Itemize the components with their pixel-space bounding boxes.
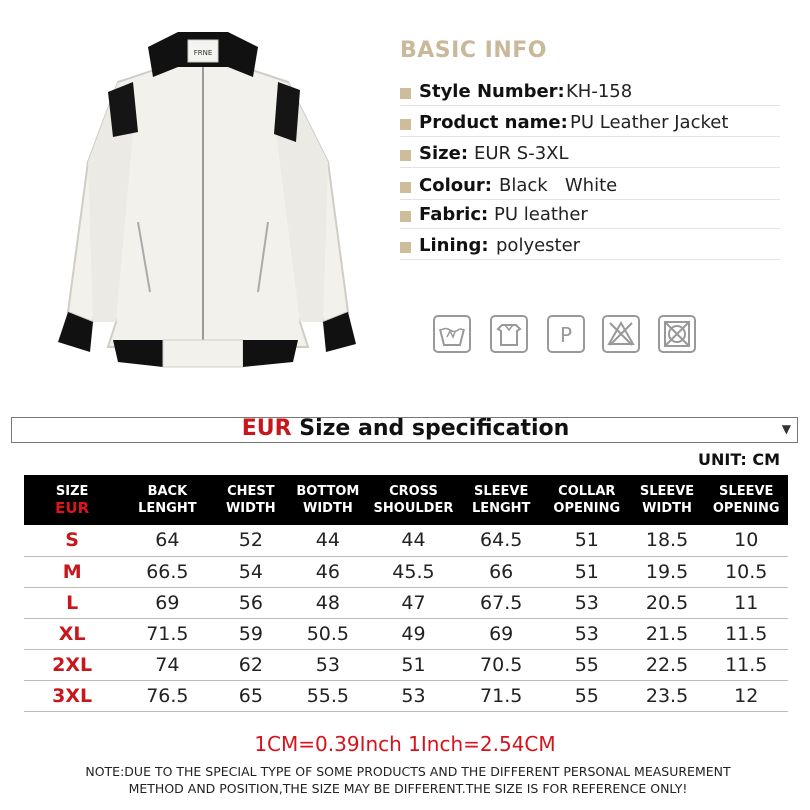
bullet-square-icon xyxy=(400,182,411,193)
info-value: PU Leather Jacket xyxy=(570,112,729,133)
header-line2: WIDTH xyxy=(303,501,353,516)
measurement-cell: 10 xyxy=(734,529,759,552)
measurement-cell: 19.5 xyxy=(645,560,689,583)
measurement-cell: 23.5 xyxy=(645,684,689,707)
measurement-cell: 55 xyxy=(574,684,599,707)
measurement-cell: 56 xyxy=(238,591,263,614)
header-line2: LENGHT xyxy=(138,501,197,516)
measurement-cell: 51 xyxy=(574,560,599,583)
measurement-cell: 49 xyxy=(401,622,426,645)
info-row-colour xyxy=(400,175,780,200)
info-label: Style Number: xyxy=(419,81,565,102)
iron-icon xyxy=(490,315,528,353)
measurement-cell: 11.5 xyxy=(725,622,768,645)
table-row xyxy=(24,618,788,649)
table-header-size xyxy=(24,475,120,525)
size-cell: 2XL xyxy=(52,653,93,676)
measurement-cell: 22.5 xyxy=(645,653,689,676)
header-size-label: SIZE xyxy=(55,484,89,499)
table-row xyxy=(24,587,788,618)
info-value: PU leather xyxy=(494,204,588,225)
table-header-collar-opening xyxy=(544,475,630,525)
measurement-cell: 66.5 xyxy=(146,560,189,583)
table-row xyxy=(24,649,788,680)
bullet-square-icon xyxy=(400,242,411,253)
measurement-cell: 65 xyxy=(238,684,263,707)
measurement-cell: 64.5 xyxy=(480,529,523,552)
header-line1: BACK xyxy=(147,484,188,499)
measurement-cell: 53 xyxy=(315,653,340,676)
header-line1: CROSS xyxy=(389,484,438,499)
measurement-cell: 51 xyxy=(574,529,599,552)
measurement-cell: 44 xyxy=(401,529,426,552)
unit-label: UNIT: CM xyxy=(697,450,780,469)
table-header-sleeve-length xyxy=(458,475,544,525)
brand-tag: FRNE xyxy=(193,49,213,57)
size-spec-title xyxy=(12,416,799,441)
table-header-sleeve-opening xyxy=(704,475,788,525)
measurement-cell: 66 xyxy=(489,560,514,583)
measurement-cell: 53 xyxy=(574,622,599,645)
measurement-cell: 74 xyxy=(155,653,180,676)
measurement-cell: 55.5 xyxy=(306,684,350,707)
measurement-cell: 55 xyxy=(574,653,599,676)
info-value: EUR S-3XL xyxy=(474,143,569,164)
measurement-cell: 70.5 xyxy=(480,653,523,676)
size-spec-dropdown[interactable] xyxy=(11,417,798,443)
info-value: Black White xyxy=(499,175,618,196)
note-line-1: NOTE:DUE TO THE SPECIAL TYPE OF SOME PRODUCTS AND THE DIFFERENT PERSONAL MEASUREMENT xyxy=(85,764,731,779)
table-header-chest-width xyxy=(214,475,287,525)
measurement-cell: 11 xyxy=(734,591,759,614)
table-row xyxy=(24,680,788,711)
unit-conversion: 1CM=0.39Inch 1Inch=2.54CM xyxy=(254,732,556,756)
size-cell: L xyxy=(66,591,79,614)
header-line1: BOTTOM xyxy=(296,484,360,499)
size-table xyxy=(24,475,788,712)
product-image xyxy=(38,22,368,382)
measurement-cell: 12 xyxy=(734,684,759,707)
note-line-2: METHOD AND POSITION,THE SIZE MAY BE DIFFERENT.THE SIZE IS FOR REFERENCE ONLY! xyxy=(128,781,688,796)
svg-text:P: P xyxy=(559,323,573,347)
measurement-cell: 69 xyxy=(155,591,180,614)
info-label: Fabric: xyxy=(419,204,489,225)
measurement-cell: 52 xyxy=(238,529,263,552)
measurement-cell: 46 xyxy=(315,560,340,583)
bullet-square-icon xyxy=(400,88,411,99)
measurement-cell: 64 xyxy=(155,529,180,552)
info-row-size xyxy=(400,143,780,168)
bullet-square-icon xyxy=(400,211,411,222)
measurement-cell: 69 xyxy=(489,622,514,645)
size-cell: 3XL xyxy=(52,684,93,707)
size-note xyxy=(28,763,788,797)
info-label: Product name: xyxy=(419,112,568,133)
header-line1: CHEST xyxy=(227,484,275,499)
chevron-down-icon[interactable]: ▼ xyxy=(781,422,791,436)
measurement-cell: 47 xyxy=(401,591,426,614)
info-label: Size: xyxy=(419,143,469,164)
header-line2: LENGHT xyxy=(471,501,531,516)
measurement-cell: 53 xyxy=(574,591,599,614)
info-value: KH-158 xyxy=(566,81,633,102)
measurement-cell: 10.5 xyxy=(725,560,768,583)
measurement-cell: 76.5 xyxy=(146,684,189,707)
measurement-cell: 20.5 xyxy=(645,591,689,614)
header-line2: WIDTH xyxy=(225,501,276,516)
no-tumble-dry-icon xyxy=(658,315,696,353)
measurement-cell: 71.5 xyxy=(146,622,189,645)
header-line2: OPENING xyxy=(712,501,780,516)
bullet-square-icon xyxy=(400,119,411,130)
measurement-cell: 67.5 xyxy=(480,591,523,614)
bullet-square-icon xyxy=(400,150,411,161)
measurement-cell: 71.5 xyxy=(480,684,523,707)
measurement-cell: 11.5 xyxy=(725,653,768,676)
info-value: polyester xyxy=(496,235,581,256)
header-line2: SHOULDER xyxy=(373,501,454,516)
no-bleach-icon xyxy=(602,315,640,353)
table-header-back-length xyxy=(120,475,214,525)
table-row xyxy=(24,556,788,587)
size-cell: M xyxy=(62,560,82,583)
measurement-cell: 18.5 xyxy=(645,529,689,552)
measurement-cell: 48 xyxy=(315,591,340,614)
measurement-cell: 21.5 xyxy=(645,622,689,645)
measurement-cell: 50.5 xyxy=(306,622,350,645)
measurement-cell: 62 xyxy=(238,653,263,676)
table-header-sleeve-width xyxy=(630,475,705,525)
table-header-row xyxy=(24,475,788,525)
header-line2: OPENING xyxy=(553,501,621,516)
header-line1: SLEEVE xyxy=(719,484,774,499)
info-label: Lining: xyxy=(419,235,489,256)
basic-info-title: BASIC INFO xyxy=(400,38,547,63)
measurement-cell: 59 xyxy=(238,622,263,645)
hand-wash-icon xyxy=(433,315,471,353)
info-row-style-number xyxy=(400,81,780,106)
measurement-cell: 44 xyxy=(315,529,340,552)
info-label: Colour: xyxy=(419,175,493,196)
size-spec-title-text: Size and specification xyxy=(299,416,570,441)
table-header-cross-shoulder xyxy=(369,475,459,525)
table-row xyxy=(24,525,788,556)
size-spec-title-eur: EUR xyxy=(241,416,292,441)
info-row-fabric xyxy=(400,204,780,229)
measurement-cell: 53 xyxy=(401,684,426,707)
header-line1: SLEEVE xyxy=(639,484,695,499)
header-size-eur: EUR xyxy=(55,499,90,517)
header-line1: COLLAR xyxy=(558,484,616,499)
size-cell: XL xyxy=(58,622,86,645)
measurement-cell: 54 xyxy=(238,560,263,583)
table-header-bottom-width xyxy=(287,475,368,525)
measurement-cell: 51 xyxy=(401,653,426,676)
header-line2: WIDTH xyxy=(642,501,692,516)
dry-clean-p-icon xyxy=(547,315,585,353)
info-row-product-name xyxy=(400,112,780,137)
measurement-cell: 45.5 xyxy=(392,560,435,583)
header-line1: SLEEVE xyxy=(474,484,529,499)
info-row-lining xyxy=(400,235,780,260)
size-cell: S xyxy=(65,529,79,552)
table-body xyxy=(24,525,788,711)
